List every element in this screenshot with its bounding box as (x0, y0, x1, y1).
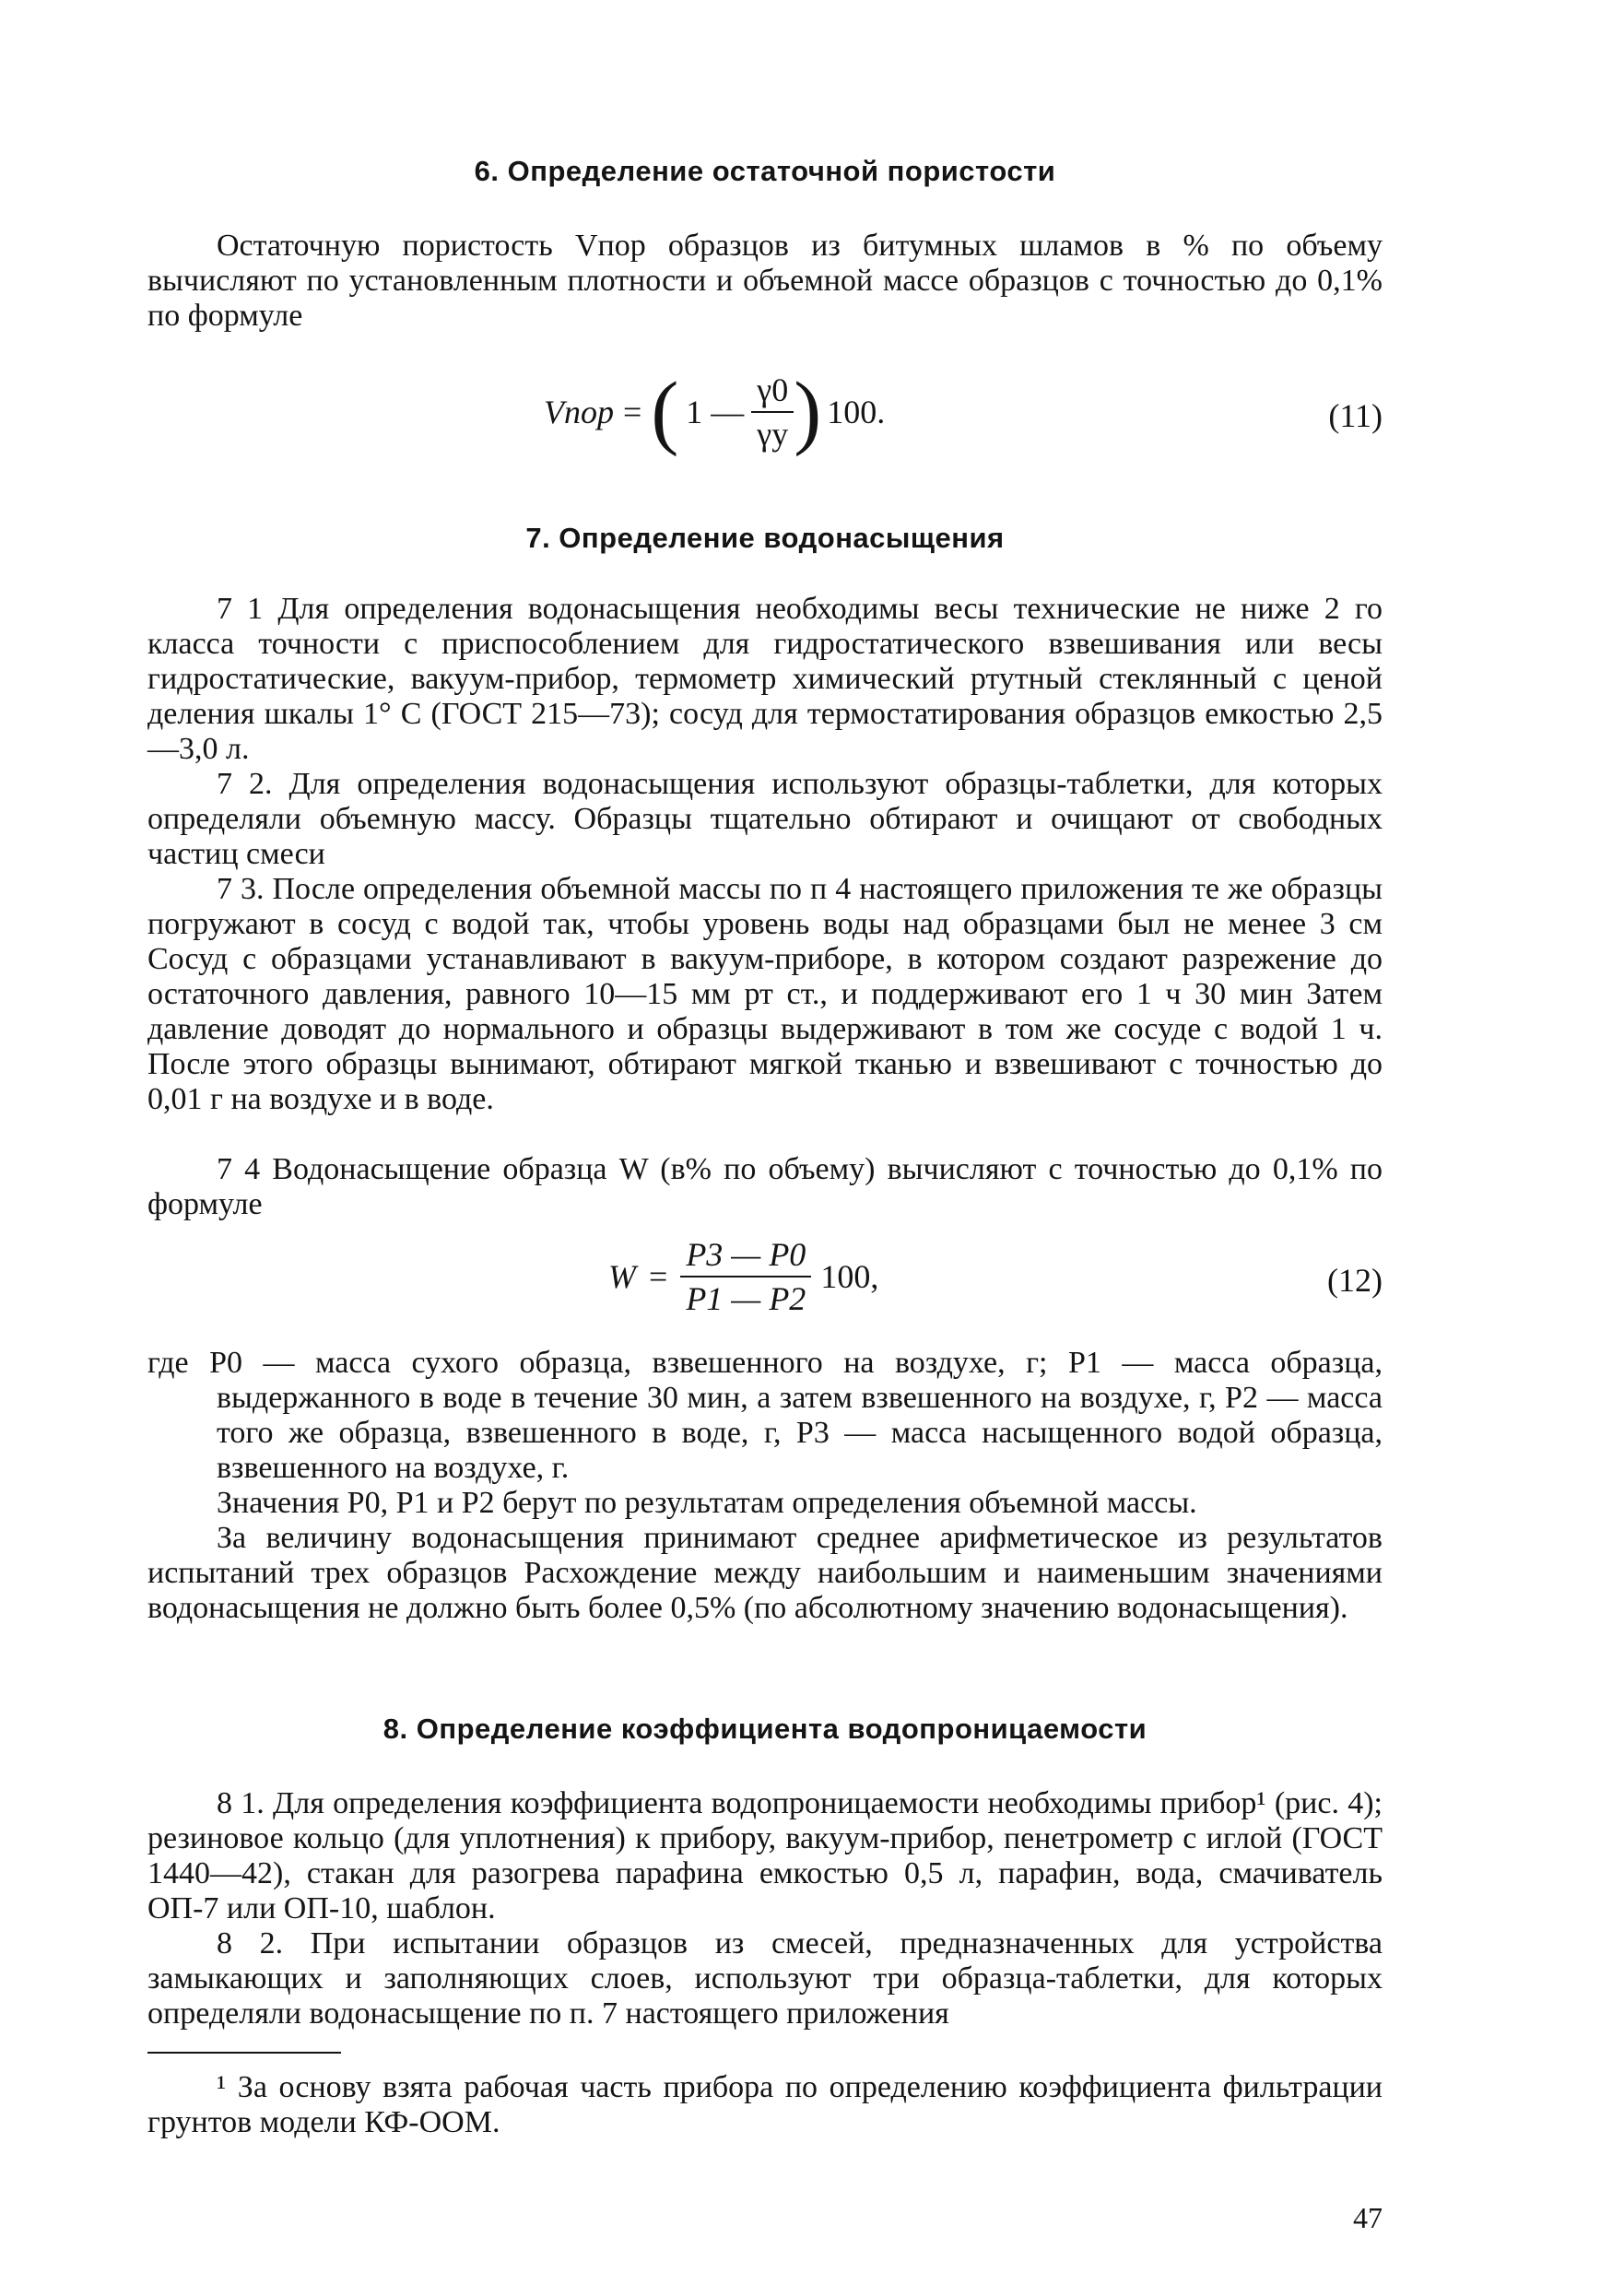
document-page (147, 0, 1383, 2296)
paragraph-8-1: 8 1. Для определения коэффициента водопроницаемости необходимы прибор¹ (рис. 4); резиновое кольцо (для уплотнения) к прибору, вакуум-прибор, пенетрометр с иглой (ГОСТ 1440—42), стакан для разогрева парафина емкостью 0,5 л, парафин, вода, смачиватель ОП-7 или ОП-10, шаблон. (147, 1786, 1383, 1925)
formula-12-number: (12) (1327, 1262, 1383, 1299)
variables-definition: где P0 — масса сухого образца, взвешенного на воздухе, г; P1 — масса образца, выдержанного в воде в течение 30 мин, а затем взвешенного на воздухе, г, P2 — масса того же образца, взвешенного в воде, г, P3 — масса насыщенного водой образца, взвешенного на воздухе, г. (147, 1346, 1383, 1485)
result-paragraph: За величину водонасыщения принимают среднее арифметическое из результатов испытаний трех образцов Расхождение между наибольшим и наименьшим значениями водонасыщения не должно быть более 0,5% (по абсолютному значению водонасыщения). (147, 1521, 1383, 1625)
paragraph-8-2: 8 2. При испытании образцов из смесей, предназначенных для устройства замыкающих и заполняющих слоев, используют три образца-таблетки, для которых определяли водонасыщение по п. 7 настоящего приложения (147, 1926, 1383, 2031)
formula-11-fraction (751, 371, 794, 453)
formula-11-number: (11) (1328, 397, 1383, 434)
formula-11-lhs: Vпор (544, 394, 614, 430)
paragraph-7-3: 7 3. После определения объемной массы по п 4 настоящего приложения те же образцы погружают в сосуд с водой так, чтобы уровень воды над образцами был не менее 3 см Сосуд с образцами устанавливают в вакуум-приборе, в котором создают разрежение до остаточного давления, равного 10—15 мм рт ст., и поддерживают его 1 ч 30 мин Затем давление доводят до нормального и образцы выдерживают в том же сосуде с водой 1 ч. После этого образцы вынимают, обтирают мягкой тканью и взвешивают с точностью до 0,01 г на воздухе и в воде. (147, 872, 1383, 1116)
formula-11-factor: 100. (827, 394, 886, 430)
right-paren-icon: ) (794, 366, 822, 457)
formula-11-numerator: γ0 (751, 371, 794, 413)
section-8-heading: 8. Определение коэффициента водопроницаемости (382, 1713, 1147, 1745)
formula-11: Vпор = ( 1 — $\frac{\gamma 0}{\gamma у}$ ) 100. (11) (544, 366, 1383, 457)
formula-11-denominator: γу (757, 416, 789, 453)
formula-12-fraction (680, 1235, 811, 1318)
paragraph-7-1: 7 1 Для определения водонасыщения необходимы весы технические не ниже 2 го класса точности с приспособлением для гидростатического взвешивания или весы гидростатические, вакуум-прибор, термометр химический ртутный стеклянный с ценой деления шкалы 1° С (ГОСТ 215—73); сосуд для термостатирования образцов емкостью 2,5—3,0 л. (147, 592, 1383, 766)
footnote-divider (147, 2052, 341, 2054)
paragraph-7-4: 7 4 Водонасыщение образца W (в% по объему) вычисляют с точностью до 0,1% по формуле (147, 1152, 1383, 1221)
formula-12: W = $\frac{P3 — P0}{P1 — P2}$ 100, (12) (608, 1236, 1383, 1317)
section-6-paragraph: Остаточную пористость Vпор образцов из битумных шламов в % по объему вычисляют по установленным плотности и объемной массе образцов с точностью до 0,1% по формуле (147, 229, 1383, 333)
formula-12-denominator: P1 — P2 (686, 1280, 806, 1317)
left-paren-icon: ( (651, 366, 679, 457)
page-number: 47 (1353, 2201, 1383, 2234)
section-7-heading: 7. Определение водонасыщения (525, 522, 1005, 554)
values-note: Значения P0, P1 и P2 берут по результатам определения объемной массы. (217, 1486, 1197, 1520)
section-6-heading: 6. Определение остаточной пористости (474, 155, 1056, 187)
paragraph-7-2: 7 2. Для определения водонасыщения используют образцы-таблетки, для которых определяли объемную массу. Образцы тщательно обтирают и очищают от свободных частиц смеси (147, 767, 1383, 871)
formula-12-numerator: P3 — P0 (680, 1235, 811, 1278)
footnote: ¹ За основу взята рабочая часть прибора по определению коэффициента фильтрации грунтов модели КФ-ООМ. (147, 2070, 1383, 2139)
formula-12-lhs: W (608, 1258, 636, 1295)
formula-12-factor: 100, (820, 1258, 879, 1295)
